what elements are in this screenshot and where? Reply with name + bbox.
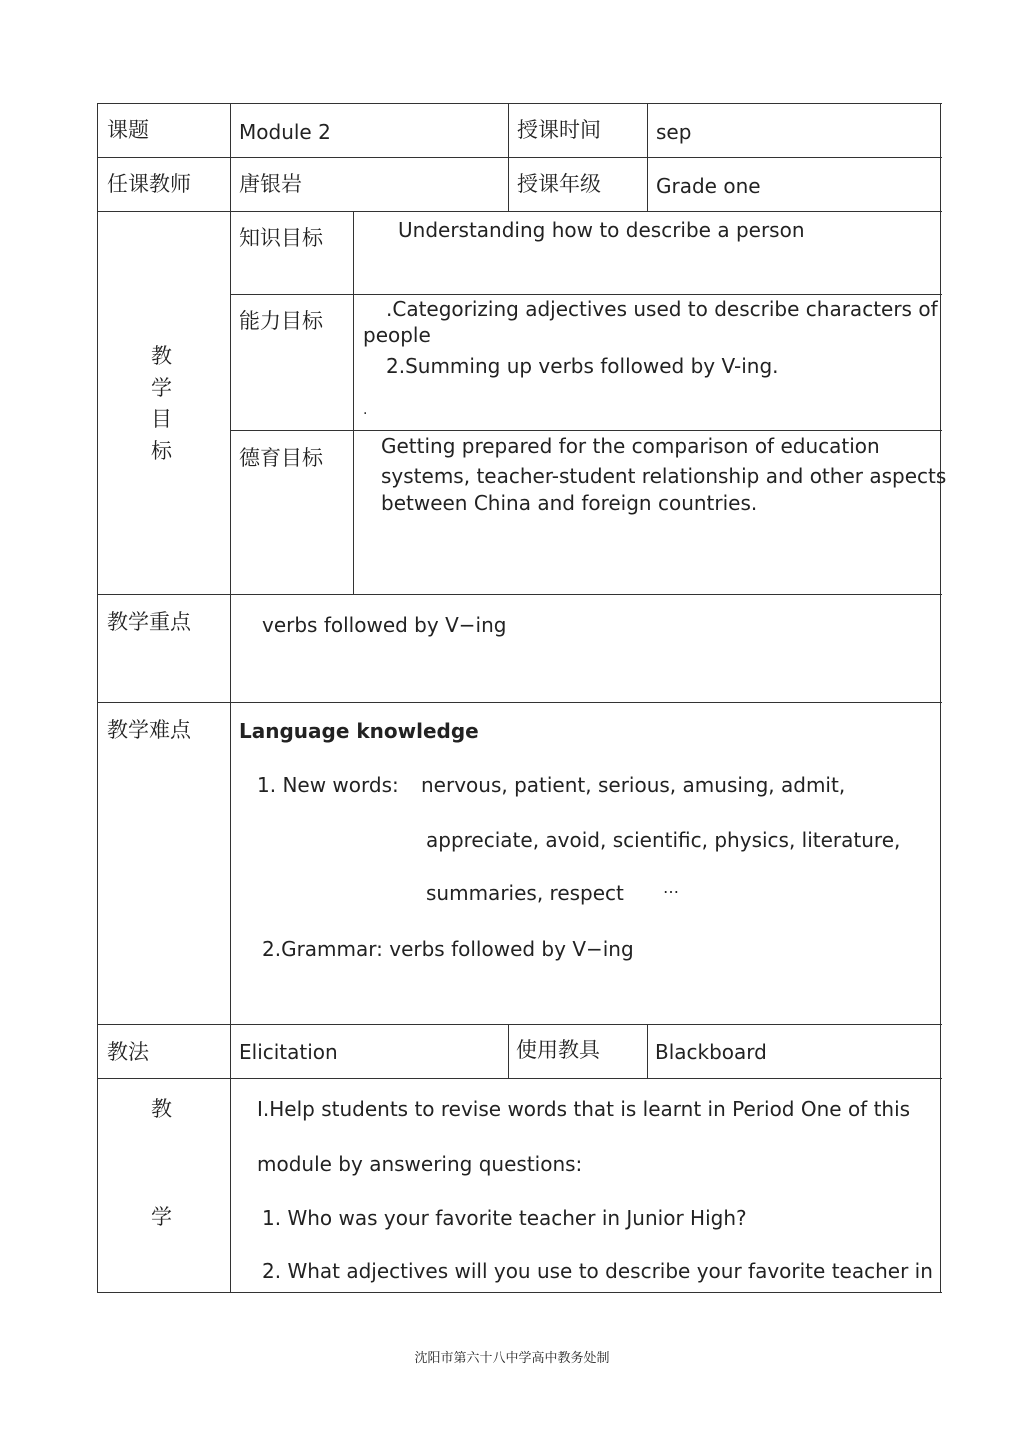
process-label-char: 学 [151,1205,172,1229]
ellipsis: … [663,878,679,897]
column-divider [647,103,648,212]
page-footer: 沈阳市第六十八中学高中教务处制 [414,1351,610,1366]
class-time-label: 授课时间 [517,118,601,142]
ability-goal-line: 2.Summing up verbs followed by V-ing. [386,354,779,378]
row-divider [97,211,942,212]
topic-label: 课题 [107,118,149,142]
language-knowledge-heading: Language knowledge [239,719,479,743]
column-divider [230,103,231,1293]
teaching-aids-value: Blackboard [655,1040,767,1064]
row-divider [97,1024,942,1025]
moral-goal-line: between China and foreign countries. [381,491,758,515]
row-divider [97,594,942,595]
process-line: module by answering questions: [257,1152,583,1176]
grammar-line: 2.Grammar: verbs followed by V−ing [262,937,634,961]
row-divider [97,702,942,703]
row-divider [231,430,942,431]
teacher-name: 唐银岩 [239,172,302,196]
column-divider [508,1024,509,1079]
objectives-label-char: 学 [151,376,172,400]
grade-label: 授课年级 [517,172,601,196]
column-divider [353,211,354,595]
ability-goal-line: . [363,402,368,418]
table-border-top [97,103,942,104]
moral-goal-line: Getting prepared for the comparison of education [381,434,880,458]
grade-value: Grade one [656,174,761,198]
knowledge-goal-label: 知识目标 [239,226,323,250]
new-words-prefix: 1. New words: [257,773,399,797]
moral-goal-line: systems, teacher-student relationship and other aspects [381,464,947,488]
moral-goal-label: 德育目标 [239,446,323,470]
objectives-label-char: 目 [151,407,172,431]
column-divider [647,1024,648,1079]
ability-goal-label: 能力目标 [239,309,323,333]
teaching-method-label: 教法 [107,1040,149,1064]
teaching-method-value: Elicitation [239,1040,338,1064]
objectives-label-char: 标 [151,439,172,463]
teacher-label: 任课教师 [107,172,191,196]
ability-goal-line: .Categorizing adjectives used to describe characters of [386,297,938,321]
column-divider [508,103,509,212]
row-divider [97,157,942,158]
teaching-difficulty-label: 教学难点 [107,718,191,742]
knowledge-goal-text: Understanding how to describe a person [398,218,805,242]
new-words-line: appreciate, avoid, scientific, physics, literature, [426,828,901,852]
teaching-focus-text: verbs followed by V−ing [262,613,507,637]
class-time-value: sep [656,120,692,144]
process-line: I.Help students to revise words that is learnt in Period One of this [257,1097,911,1121]
process-line: 2. What adjectives will you use to describe your favorite teacher in [262,1259,933,1283]
table-border-bottom [97,1292,942,1293]
teaching-aids-label: 使用教具 [516,1038,600,1062]
new-words-line: nervous, patient, serious, amusing, admit, [421,773,846,797]
teaching-focus-label: 教学重点 [107,610,191,634]
table-border-left [97,103,98,1293]
table-border-right [940,103,941,1293]
row-divider [354,294,942,295]
new-words-line: summaries, respect [426,881,624,905]
topic-value: Module 2 [239,120,331,144]
ability-goal-line: people [363,323,431,347]
row-divider [231,294,354,295]
process-label-char: 教 [151,1097,172,1121]
objectives-label-char: 教 [151,344,172,368]
process-line: 1. Who was your favorite teacher in Junior High? [262,1206,747,1230]
row-divider [97,1078,942,1079]
